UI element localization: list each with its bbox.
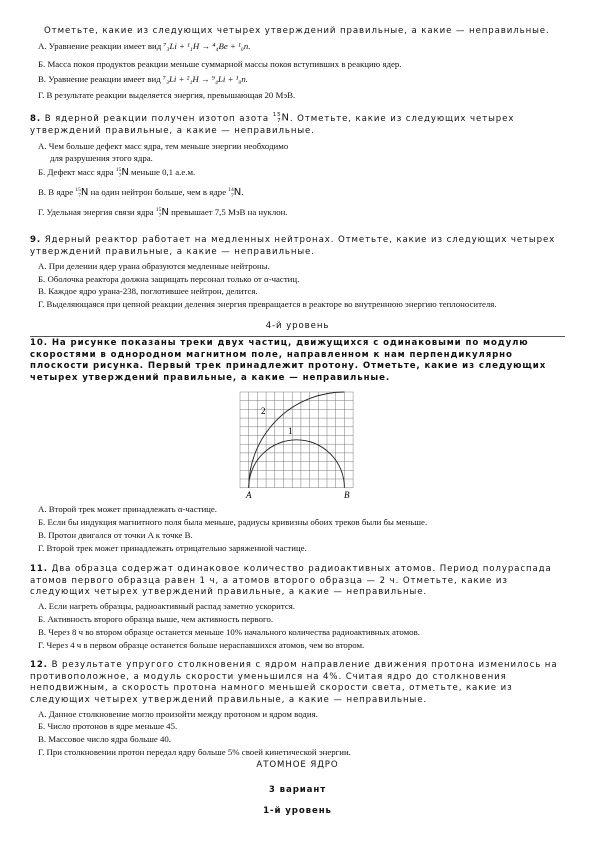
nitrogen-15-symbol: 15 7 N — [115, 167, 129, 180]
track-1 — [249, 440, 345, 488]
track-2-label: 2 — [261, 406, 266, 416]
q8-question — [30, 112, 565, 137]
q8-option-a — [38, 140, 288, 164]
track-1-label: 1 — [288, 426, 293, 436]
q10-question — [30, 338, 565, 384]
nitrogen-15-symbol: 15 7 N — [155, 207, 169, 220]
q8-text-1: В ядерной реакции получен изотоп азота — [44, 114, 270, 124]
q8-option-b-text1: Б. Дефект масс ядра — [38, 167, 114, 177]
q11-option-b: Б. Активность второго образца выше, чем активность первого. — [38, 614, 274, 624]
q11-option-g: Г. Через 4 ч в первом образце останется больше нераспавшихся атомов, чем во втором. — [38, 640, 365, 650]
q12-text: В результате упругого столкновения с ядром направление движения протона изменилось на противоположное, а модуль скорости уменьшился на 4%. Считая ядро до столкновения неподвижным, а скорость протона намного меньшей скорости света, отметьте, какие из следующих четырех утверждений правильные, а какие — неправильные. — [30, 660, 558, 705]
q7-option-g: Г. В результате реакции выделяется энергия, превышающая 20 МэВ. — [38, 90, 296, 100]
q8-text-2: . Отметьте, какие из следующих четырех утверждений правильные, а какие — неправильные. — [30, 114, 515, 136]
q10-option-a: А. Второй трек может принадлежать α-частице. — [38, 504, 217, 514]
point-a-label: A — [246, 490, 252, 500]
divider — [30, 336, 565, 337]
q8-option-a-line1: А. Чем больше дефект масс ядра, тем меньше энергии необходимо — [38, 141, 289, 151]
q11-option-a: А. Если нагреть образцы, радиоактивный распад заметно ускорится. — [38, 601, 295, 611]
q12-question — [30, 660, 565, 706]
q12-option-v: В. Массовое число ядра больше 40. — [38, 734, 171, 744]
q11-number: 11. — [30, 564, 48, 574]
level-4-heading: 4-й уровень — [265, 321, 330, 331]
q9-number: 9. — [30, 235, 42, 245]
nitrogen-15-symbol: 15 7 N — [75, 187, 89, 200]
level-1-heading: 1-й уровень — [263, 806, 332, 816]
magnetic-tracks-figure — [230, 390, 360, 500]
q8-option-b-text2: меньше 0,1 а.е.м. — [131, 167, 196, 177]
q8-option-a-line2: для разрушения этого ядра. — [50, 153, 153, 163]
q8-number: 8. — [30, 114, 42, 124]
q9-question — [30, 235, 565, 258]
q7-option-b: Б. Масса покоя продуктов реакции меньше суммарной массы покоя вступивших в реакцию ядер. — [38, 59, 402, 69]
q7-intro: Отметьте, какие из следующих четырех утверждений правильные, а какие — неправильные. — [44, 26, 550, 36]
q8-option-g-text2: превышает 7,5 МэВ на нуклон. — [171, 207, 288, 217]
q11-option-v: В. Через 8 ч во втором образце останется меньше 10% начального количества радиоактивных атомов. — [38, 627, 420, 637]
nitrogen-14-symbol: 14 7 N — [228, 187, 242, 200]
q10-option-b: Б. Если бы индукция магнитного поля была меньше, радиусы кривизны обоих треков были бы меньше. — [38, 517, 428, 527]
q12-option-g: Г. При столкновении протон передал ядру больше 5% своей кинетической энергии. — [38, 747, 351, 757]
q9-text: Ядерный реактор работает на медленных нейтронах. Отметьте, какие из следующих четырех утверждений правильные, а какие — неправильные. — [30, 235, 556, 257]
q9-option-b: Б. Оболочка реактора должна защищать персонал только от α-частиц. — [38, 274, 300, 284]
q9-option-g: Г. Выделяющаяся при цепной реакции деления энергия превращается в реакторе во внутреннюю энергию теплоносителя. — [38, 299, 497, 309]
variant-heading: 3 вариант — [268, 785, 327, 795]
q7-option-v-text: В. Уравнение реакции имеет вид — [38, 74, 161, 84]
q8-option-g — [38, 206, 288, 219]
q12-option-a: А. Данное столкновение могло произойти между протоном и ядром водия. — [38, 709, 318, 719]
q9-option-a: А. При делении ядер урана образуются медленные нейтроны. — [38, 261, 270, 271]
section-title: АТОМНОЕ ЯДРО — [256, 760, 339, 770]
q8-option-v-text1: В. В ядре — [38, 187, 74, 197]
q7-option-v-equation: ⁷₃Li + ²₁H → ⁹₄Li + ¹₀n. — [162, 74, 249, 84]
q12-option-b: Б. Число протонов в ядре меньше 45. — [38, 721, 178, 731]
q8-option-b — [38, 166, 195, 179]
point-b-label: B — [344, 490, 350, 500]
q7-option-a — [38, 40, 250, 52]
q10-number: 10. — [30, 338, 48, 348]
q12-number: 12. — [30, 660, 48, 670]
q7-option-v — [38, 73, 248, 85]
q8-option-g-text1: Г. Удельная энергия связи ядра — [38, 207, 154, 217]
q8-option-v-text2: на один нейтрон больше, чем в ядре — [90, 187, 227, 197]
nitrogen-15-symbol: 15 7 N — [272, 112, 290, 124]
q10-text: На рисунке показаны треки двух частиц, движущихся с одинаковыми по модулю скоростями в однородном магнитном поле, направленном к нам перпендикулярно плоскости рисунка. Первый трек принадлежит протону. Отметьте, какие из следующих четырех утверждений правильные, а какие — неправильные. — [30, 338, 547, 383]
q10-option-v: В. Протон двигался от точки A к точке B. — [38, 530, 193, 540]
q11-text: Два образца содержат одинаковое количество радиоактивных атомов. Период полураспада атомов первого образца равен 1 ч, а атомов второго образца — 2 ч. Отметьте, какие из следующих четырех утверждений правильные, а какие — неправильные. — [30, 564, 552, 597]
q7-option-a-equation: ⁷₃Li + ¹₁H → ⁴₄Be + ¹₀n. — [163, 41, 251, 51]
q10-option-g: Г. Второй трек может принадлежать отрицательно заряженной частице. — [38, 543, 307, 553]
q8-option-v: В. В ядре 15 7 N на один нейтрон больше, чем в ядре 14 7 N. — [38, 187, 244, 200]
q7-option-a-text: А. Уравнение реакции имеет вид — [38, 41, 162, 51]
q9-option-v: В. Каждое ядро урана-238, поглотившее нейтрон, делится. — [38, 286, 258, 296]
q11-question — [30, 564, 565, 599]
